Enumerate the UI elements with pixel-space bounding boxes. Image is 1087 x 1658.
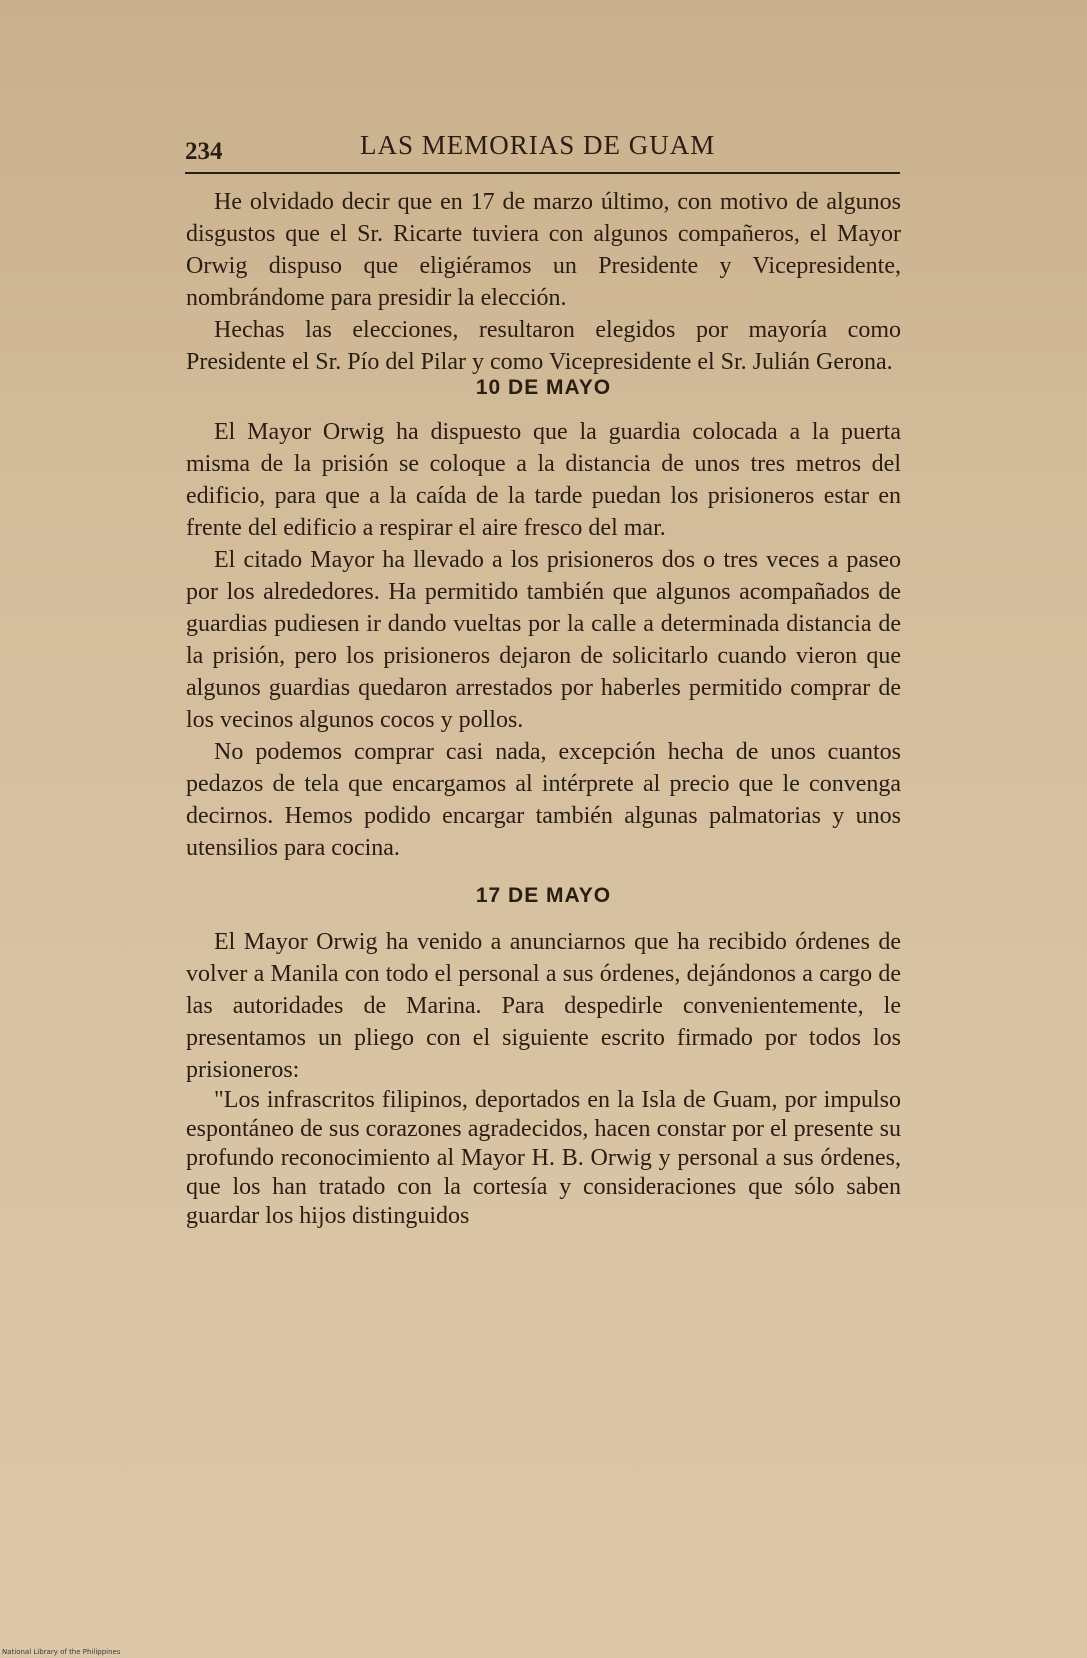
paragraph: El Mayor Orwig ha venido a anunciarnos que ha recibido órdenes de volver a Manila con todo el personal a sus órdenes, dejándonos a cargo de las autoridades de Marina. Para despedirle convenientemente, le presentamos un pliego con el siguiente escrito firmado por todos los prisioneros:: [186, 929, 901, 1083]
paragraph: Hechas las elecciones, resultaron elegidos por mayoría como Presidente el Sr. Pío del Pilar y como Vicepresidente el Sr. Julián Gerona.: [186, 317, 901, 375]
paragraph: No podemos comprar casi nada, excepción hecha de unos cuantos pedazos de tela que encargamos al intérprete al precio que le convenga decirnos. Hemos podido encargar también algunas palmatorias y unos utensilios para cocina.: [186, 739, 901, 861]
page-number: 234: [185, 138, 223, 165]
page-body: [186, 186, 901, 1231]
date-heading: 17 DE MAYO: [475, 884, 612, 907]
header-rule: [185, 172, 900, 174]
footer-credit: National Library of the Philippines: [2, 1648, 121, 1656]
paragraph: El Mayor Orwig ha dispuesto que la guardia colocada a la puerta misma de la prisión se coloque a la distancia de unos tres metros del edificio, para que a la caída de la tarde puedan los prisioneros estar en frente del edificio a respirar el aire fresco del mar.: [186, 419, 901, 541]
block-quote: "Los infrascritos filipinos, deportados en la Isla de Guam, por impulso espontáneo de sus corazones agradecidos, hacen constar por el presente su profundo reconocimiento al Mayor H. B. Orwig y personal a sus órdenes, que los han tratado con la cortesía y consideraciones que sólo saben guardar los hijos distinguidos: [186, 1087, 901, 1229]
paragraph: He olvidado decir que en 17 de marzo último, con motivo de algunos disgustos que el Sr. Ricarte tuviera con algunos compañeros, el Mayor Orwig dispuso que eligiéramos un Presidente y Vicepresidente, nombrándome para presidir la elección.: [186, 189, 901, 311]
running-title: LAS MEMORIAS DE GUAM: [360, 130, 716, 160]
paragraph: El citado Mayor ha llevado a los prisioneros dos o tres veces a paseo por los alrededores. Ha permitido también que algunos acompañados de guardias pudiesen ir dando vueltas por la calle a determinada distancia de la prisión, pero los prisioneros dejaron de solicitarlo cuando vieron que algunos guardias quedaron arrestados por haberles permitido comprar de los vecinos algunos cocos y pollos.: [186, 547, 901, 733]
date-heading: 10 DE MAYO: [475, 376, 612, 399]
page-header: [185, 128, 900, 168]
